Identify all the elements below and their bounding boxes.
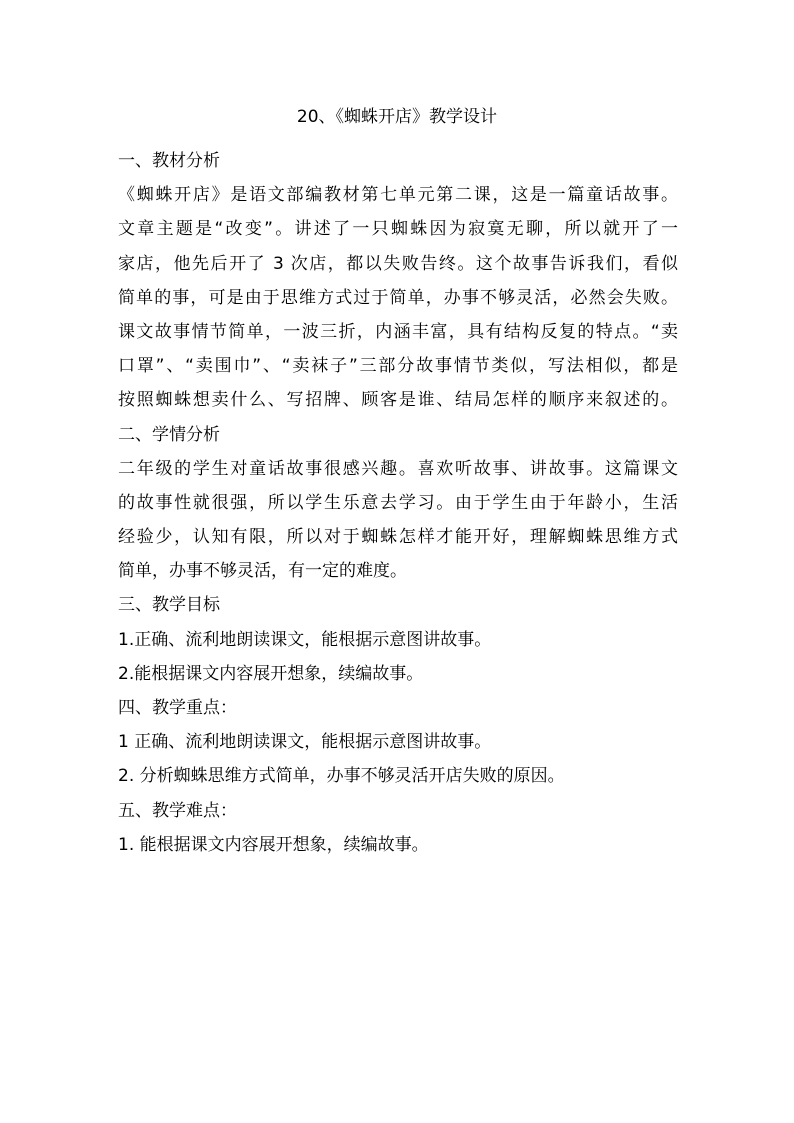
text-line: 2. 分析蜘蛛思维方式简单，办事不够灵活开店失败的原因。 <box>118 766 565 787</box>
text-line: 二、学情分析 <box>118 424 220 445</box>
text-line: 简单的事，可是由于思维方式过于简单，办事不够灵活，必然会失败。 <box>118 287 678 308</box>
text-line: 一、教材分析 <box>118 151 220 171</box>
text-line: 二年级的学生对童话故事很感兴趣。喜欢听故事、讲故事。这篇课文 <box>118 458 678 479</box>
document-title: 20、《蜘蛛开店》教学设计 <box>296 107 498 127</box>
text-line: 按照蜘蛛想卖什么、写招牌、顾客是谁、结局怎样的顺序来叙述的。 <box>118 390 678 411</box>
text-line: 文章主题是“改变”。讲述了一只蜘蛛因为寂寞无聊，所以就开了一 <box>118 219 678 240</box>
text-line: 经验少，认知有限，所以对于蜘蛛怎样才能开好，理解蜘蛛思维方式 <box>118 527 678 548</box>
text-line: 1 正确、流利地朗读课文，能根据示意图讲故事。 <box>118 732 492 753</box>
text-line: 五、教学难点： <box>118 800 237 821</box>
text-line: 的故事性就很强，所以学生乐意去学习。由于学生由于年龄小，生活 <box>118 492 678 513</box>
text-line: 2.能根据课文内容展开想象，续编故事。 <box>118 663 424 684</box>
text-line: 四、教学重点： <box>118 698 237 718</box>
text-line: 1.正确、流利地朗读课文，能根据示意图讲故事。 <box>118 629 492 650</box>
text-line: 《蜘蛛开店》是语文部编教材第七单元第二课，这是一篇童话故事。 <box>118 185 678 206</box>
text-line: 课文故事情节简单，一波三折，内涵丰富，具有结构反复的特点。“卖 <box>118 321 678 342</box>
text-line: 1. 能根据课文内容展开想象，续编故事。 <box>118 834 429 855</box>
text-line: 家店，他先后开了 3 次店，都以失败告终。这个故事告诉我们，看似 <box>118 253 678 274</box>
text-line: 口罩”、“卖围巾”、“卖袜子”三部分故事情节类似，写法相似，都是 <box>118 356 678 377</box>
text-line: 简单，办事不够灵活，有一定的难度。 <box>118 561 407 582</box>
document-body <box>118 144 678 862</box>
text-line: 三、教学目标 <box>118 595 220 616</box>
